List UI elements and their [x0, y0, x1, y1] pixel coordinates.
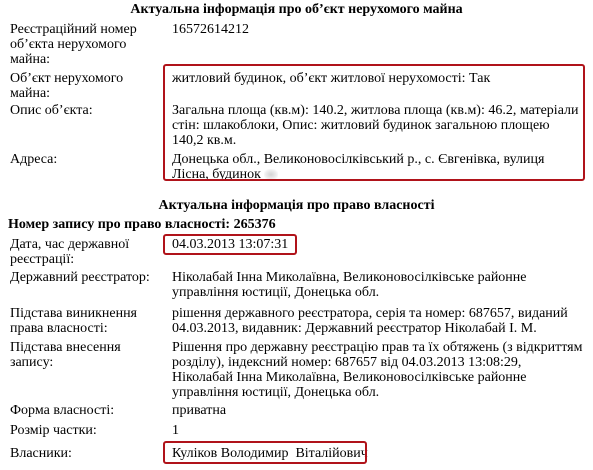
owners-label: Власники: [10, 446, 72, 461]
ownership-section-title: Актуальна інформація про право власності [158, 198, 435, 213]
object-description-label: Опис об’єкта: [10, 103, 93, 118]
record-number: Номер запису про право власності: 265376 [8, 217, 276, 232]
highlight-box-owners [163, 441, 367, 464]
object-section-title: Актуальна інформація про об’єкт нерухомого майна [130, 2, 463, 17]
address-label: Адреса: [10, 152, 58, 167]
registration-date-value: 04.03.2013 13:07:31 [172, 237, 289, 252]
entry-basis-value: Рішення про державну реєстрацію прав та їх обтяжень (з відкриттям розділу), індексний номер: 687657 від 04.03.2013 13:08:29, Ніколабай Інна Миколаївна, Великоновосілківське районне управління юстиції, Донецька обл. [172, 340, 583, 400]
highlight-box-date [163, 234, 297, 255]
object-type-value: житловий будинок, об’єкт житлової нерухомості: Так [172, 71, 491, 86]
registrar-label: Державний реєстратор: [10, 270, 150, 285]
registration-date-label: Дата, час державної реєстрації: [10, 237, 130, 267]
ownership-form-label: Форма власності: [10, 403, 115, 418]
ownership-form-value: приватна [172, 403, 227, 418]
object-description-value: Загальна площа (кв.м): 140.2, житлова площа (кв.м): 46.2, матеріали стін: шлакоблоки, Опис: житловий будинок загальною площею 140,2 кв.м. [172, 103, 579, 148]
ownership-basis-value: рішення державного реєстратора, серія та номер: 687657, виданий 04.03.2013, видавник: Державний реєстратор Ніколабай І. М. [172, 306, 568, 336]
owners-value: Куліков Володимир Віталійович [172, 446, 368, 461]
ownership-basis-label: Підстава виникнення права власності: [10, 306, 137, 336]
reg-number-label: Реєстраційний номер об’єкта нерухомого майна: [10, 22, 137, 67]
entry-basis-label: Підстава внесення запису: [10, 340, 121, 370]
share-size-label: Розмір частки: [10, 423, 97, 438]
highlight-box-object [163, 64, 585, 181]
registrar-value: Ніколабай Інна Миколаївна, Великоновосілківське районне управління юстиції, Донецька обл. [172, 270, 527, 300]
share-size-value: 1 [172, 423, 179, 438]
address-text: Донецька обл., Великоновосілківський р., с. Євгенівка, вулиця Лісна, будинок [172, 152, 545, 182]
reg-number-value: 16572614212 [172, 22, 249, 37]
object-type-label: Об’єкт нерухомого майна: [10, 71, 124, 101]
